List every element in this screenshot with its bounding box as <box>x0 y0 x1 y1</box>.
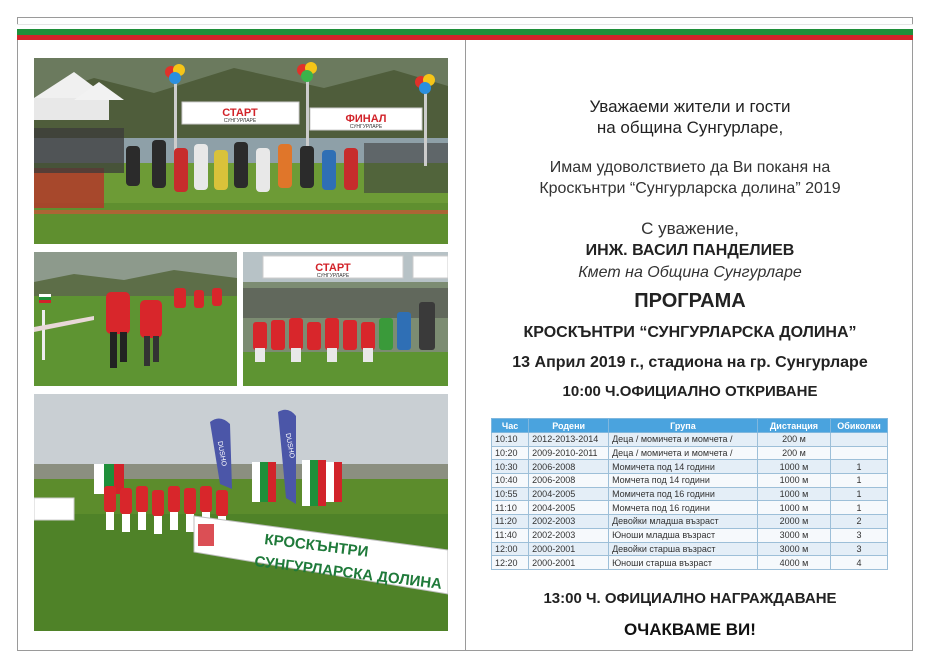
col-header-born: Родени <box>529 419 609 433</box>
field-banner-line2: СУНГУРЛАРСКА ДОЛИНА <box>253 553 443 593</box>
cell-group: Момчета под 16 години <box>609 501 758 515</box>
cell-distance: 1000 м <box>757 487 830 501</box>
invitation-line-1: Имам удоволствието да Ви поканя на <box>549 159 831 176</box>
mayor-name: ИНЖ. ВАСИЛ ПАНДЕЛИЕВ <box>585 242 795 259</box>
cell-laps: 4 <box>831 556 888 570</box>
schedule-row <box>492 542 888 556</box>
photo-kids-running <box>34 252 237 386</box>
cell-born: 2002-2003 <box>529 515 609 529</box>
cell-born: 2004-2005 <box>529 501 609 515</box>
cell-distance: 1000 м <box>757 460 830 474</box>
photo-race-start <box>34 58 448 244</box>
sponsor-flag-1-text: DUSHO <box>215 440 228 467</box>
cell-laps <box>831 446 888 460</box>
cell-born: 2000-2001 <box>529 542 609 556</box>
cell-group: Деца / момичета и момчета / <box>609 446 758 460</box>
cell-laps: 2 <box>831 515 888 529</box>
col-header-distance: Дистанция <box>757 419 830 433</box>
sponsor-flag-2-text: DUSHO <box>283 432 296 459</box>
cell-group: Девойки старша възраст <box>609 542 758 556</box>
finish-banner-subtext: СУНГУРЛАРЕ <box>349 124 383 130</box>
cell-laps: 1 <box>831 460 888 474</box>
cell-distance: 200 м <box>757 433 830 447</box>
cell-time: 10:10 <box>492 433 529 447</box>
cell-laps: 3 <box>831 528 888 542</box>
cell-born: 2006-2008 <box>529 460 609 474</box>
col-header-time: Час <box>492 419 529 433</box>
cell-time: 12:00 <box>492 542 529 556</box>
cell-distance: 3000 м <box>757 542 830 556</box>
cell-group: Юноши младша възраст <box>609 528 758 542</box>
invitation-line-2: Кроскънтри “Сунгурларска долина” 2019 <box>539 180 841 197</box>
field-banner-line1: КРОСКЪНТРИ <box>263 531 370 561</box>
cell-born: 2004-2005 <box>529 487 609 501</box>
cell-time: 10:55 <box>492 487 529 501</box>
cell-born: 2009-2010-2011 <box>529 446 609 460</box>
cell-laps <box>831 433 888 447</box>
bulgarian-flag-stripe <box>17 24 913 40</box>
cell-born: 2012-2013-2014 <box>529 433 609 447</box>
mayor-title: Кмет на Община Сунгурларе <box>578 264 802 281</box>
cell-distance: 2000 м <box>757 515 830 529</box>
cell-distance: 3000 м <box>757 528 830 542</box>
schedule-table <box>491 418 888 570</box>
schedule-row <box>492 460 888 474</box>
finish-banner-text: ФИНАЛ <box>345 113 387 125</box>
cell-time: 11:10 <box>492 501 529 515</box>
schedule-row <box>492 515 888 529</box>
cell-distance: 1000 м <box>757 474 830 488</box>
cell-group: Момчета под 14 години <box>609 474 758 488</box>
schedule-row <box>492 528 888 542</box>
cell-laps: 1 <box>831 474 888 488</box>
photo-kids-group <box>243 252 448 386</box>
cell-born: 2000-2001 <box>529 556 609 570</box>
schedule-row <box>492 474 888 488</box>
cell-laps: 1 <box>831 487 888 501</box>
photo-opening-ceremony <box>34 394 448 631</box>
col-header-group: Група <box>609 419 758 433</box>
cell-laps: 3 <box>831 542 888 556</box>
start-banner-subtext: СУНГУРЛАРЕ <box>223 118 257 124</box>
col-header-laps: Обиколки <box>831 419 888 433</box>
cell-time: 10:40 <box>492 474 529 488</box>
cell-distance: 4000 м <box>757 556 830 570</box>
race-date-place: 13 Април 2019 г., стадиона на гр. Сунгурларе <box>512 354 868 371</box>
schedule-header-row <box>492 419 888 433</box>
opening-time: 10:00 Ч.ОФИЦИАЛНО ОТКРИВАНЕ <box>562 383 818 400</box>
cell-group: Девойки младша възраст <box>609 515 758 529</box>
schedule-row <box>492 487 888 501</box>
cell-distance: 200 м <box>757 446 830 460</box>
cell-time: 10:20 <box>492 446 529 460</box>
cell-time: 10:30 <box>492 460 529 474</box>
column-divider <box>465 40 466 650</box>
cell-time: 12:20 <box>492 556 529 570</box>
awards-time: 13:00 Ч. ОФИЦИАЛНО НАГРАЖДАВАНЕ <box>543 590 837 607</box>
cell-time: 11:40 <box>492 528 529 542</box>
race-name: КРОСКЪНТРИ “СУНГУРЛАРСКА ДОЛИНА” <box>523 324 857 341</box>
schedule-row <box>492 446 888 460</box>
start-banner-2-subtext: СУНГУРЛАРЕ <box>316 273 350 279</box>
cell-born: 2006-2008 <box>529 474 609 488</box>
greeting-line-1: Уважаеми жители и гости <box>589 97 791 116</box>
cell-group: Момичета под 14 години <box>609 460 758 474</box>
cell-group: Момичета под 16 години <box>609 487 758 501</box>
schedule-row <box>492 433 888 447</box>
schedule-row <box>492 556 888 570</box>
greeting-line-2: на община Сунгурларе, <box>596 118 784 137</box>
cell-group: Юноши старша възраст <box>609 556 758 570</box>
start-banner-2-text: СТАРТ <box>315 262 351 274</box>
cell-group: Деца / момичета и момчета / <box>609 433 758 447</box>
schedule-row <box>492 501 888 515</box>
cell-born: 2002-2003 <box>529 528 609 542</box>
cell-laps: 1 <box>831 501 888 515</box>
start-banner-text: СТАРТ <box>222 107 258 119</box>
cell-time: 11:20 <box>492 515 529 529</box>
closing-text: ОЧАКВАМЕ ВИ! <box>624 620 756 639</box>
regards: С уважение, <box>641 219 739 238</box>
program-heading: ПРОГРАМА <box>634 290 746 312</box>
cell-distance: 1000 м <box>757 501 830 515</box>
